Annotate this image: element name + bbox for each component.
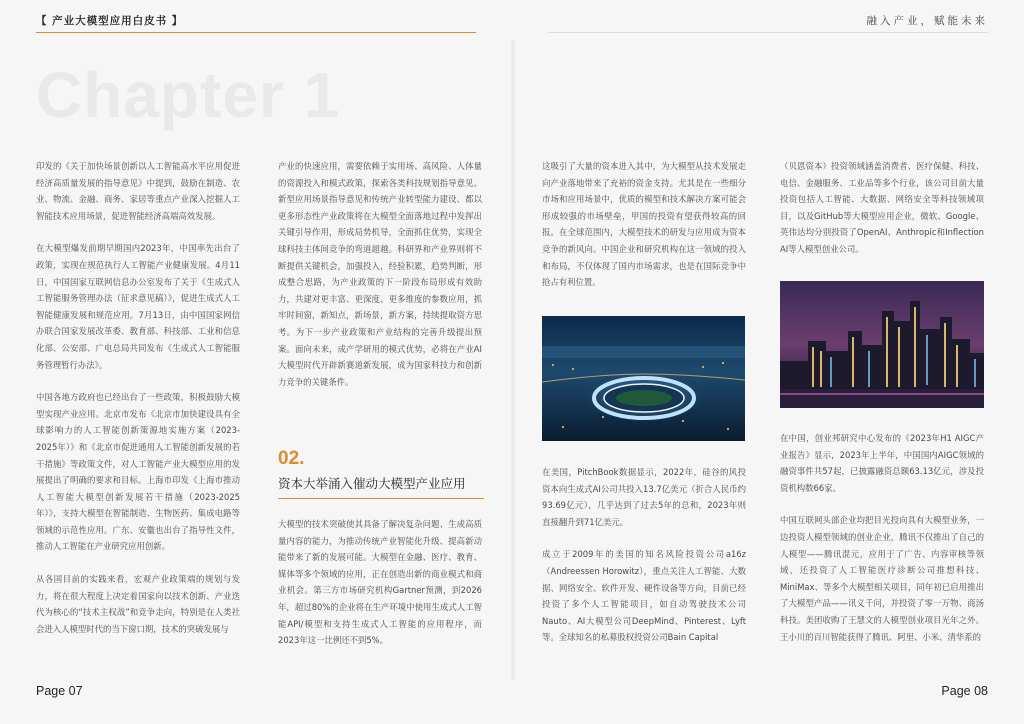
right-page-column-2-bottom — [780, 430, 984, 661]
right-page-column-1-bottom — [542, 464, 746, 662]
paragraph: 这吸引了大量的资本进入其中，为大模型从技术发展走向产业落地带来了充裕的资金支持。尤其是在一些细分市场和应用场景中，优质的模型和技术解决方案可能会形成较强的市场壁垒，甲国的投资有望获得较高的回报。在全球范围内，大模型技术的研发与应用成为资本竞争的新风向。中国企业和研究机构在这一领域的投入和布局，不仅体现了国内市场需求，也是在国际竞争中抢占有利位置。 — [542, 161, 746, 288]
page-gutter — [510, 40, 516, 680]
paragraph: 大模型的技术突破使其具备了解决复杂问题、生成高质量内容的能力，为推动传统产业智能化升级、提高新动能带来了新的发展可能。大模型在金融、医疗、教育、媒体等多个领域的应用，正在创造出新的商业模式和商业机会。第三方市场研究机构Gartner预测，到2026年，超过80%的企业将在生产环境中使用生成式人工智能API/模型和支持生成式人工智能的应用程序，而2023年这一比例还不到5%。 — [278, 519, 482, 646]
paragraph: 中国各地方政府也已经出台了一些政策，积极鼓励大模型实现产业应用。北京市发布《北京市加快建设具有全球影响力的人工智能创新策源地实施方案（2023-2025年）》和《北京市促进通用人工智能创新发展的若干措施》等政策文件，对人工智能产业大模型应用的发展提出了明确的要求和目标。上海市印发《上海市推动人工智能大模型创新发展若干措施（2023-2025年）》，支持大模型在智能制造、生物医药、集成电路等领域的示范性应用。广东、安徽也出台了指导性文件，推动人工智能在产业研究应用创新。 — [36, 392, 240, 552]
chapter-watermark: Chapter 1 — [36, 59, 341, 131]
city-skyline-photo — [780, 281, 984, 408]
right-page-column-1 — [542, 158, 746, 307]
paragraph: 在中国，创业邦研究中心发布的《2023年H1 AIGC产业报告》显示，2023年上半年，中国国内AIGC领域的融资事件共57起，已披露融资总额63.13亿元，涉及投资机构数66家。 — [780, 433, 984, 493]
right-page-column-2 — [780, 158, 984, 274]
paragraph: 产业的快速应用，需要依赖于实用场、高风险、人体量的资源投入和模式政策，探索各类科技规划指导意见。新型应用场景指导意见和传统产业转型能力建设、都以更多形态性产业政策将在大模型全面落地过程中发挥出关键引导作用，形成局势机导，全面抓住优势，实现全球科技主体间竞争的弯道超越。科研界和产业界则将不断提供关键机会，加强投入，经验积累，趋势判断，形成整合思路，为产业政策的下一阶段布局形成有效助力，共建对更丰富、更深度、更多维度的参数应用，抓牢时间窗，新知点，新场景，新方案，持续提取资方思考。为下一步产业政策和产业结构的完善升级提出预案。面向未来，成产学研用的模式优势，必将在产业AI大模型时代开辟新赛道新发展，成为国家科技力和创新力竞争的关键条件。 — [278, 161, 482, 387]
header-right-title: 融入产业，赋能未来 — [866, 15, 988, 27]
paragraph: 印发的《关于加快场景创新以人工智能高水平应用促进经济高质量发展的指导意见》中提到，鼓励在制造、农业、物流、金融、商务、家居等重点产业深入挖掘人工智能技术应用场景，促进智能经济高端高效发展。 — [36, 161, 240, 221]
section-number: 02. — [278, 448, 305, 469]
header-divider-right — [548, 32, 988, 33]
section-title: 资本大举涌入催动大模型产业应用 — [278, 474, 484, 499]
paragraph: 从各国目前的实践来看，宏观产业政策端的规划与发力，将在很大程度上决定着国家向以技术创新、产业迭代为核心的“技术主权战”和竞争走向，特别是在人类社会进入人模型时代的当下窗口期，技术的突破发展与 — [36, 574, 240, 634]
paragraph: 成立于2009年的美国的知名风险投资公司a16z（Andreessen Horowitz），重点关注人工智能、大数据、网络安全、软件开发、硬件设备等方向，目前已经投资了多个人工智能项目，如自动驾驶技术公司Nauto、AI大模型公司DeepMind、Pinterest、Lyft等。全球知名的私募股权投资公司Bain Capital — [542, 549, 746, 643]
page-number-right: Page 08 — [941, 684, 988, 698]
left-page-column-2-bottom — [278, 516, 482, 665]
left-page-column-1 — [36, 158, 240, 653]
page-number-left: Page 07 — [36, 684, 83, 698]
paragraph: （贝恩资本）投资领域涵盖消费者、医疗保健、科技、电信、金融服务、工业品等多个行业，该公司目前大量投资包括人工智能、大数据、网络安全等科技领域项目，以及GitHub等大模型应用企业，微软、Google、英伟达均分别投资了OpenAI、Anthropic和Inflection AI等人模型创业公司。 — [780, 161, 984, 254]
left-page-column-2 — [278, 158, 482, 406]
paragraph: 在大模型爆发前期早期国内2023年，中国率先出台了政策，实现在规范执行人工智能产业健康发展。4月11日，中国国家互联网信息办公室发布了关于《生成式人工智能服务管理办法（征求意见稿）》，促进生成式人工智能健康发展和规范应用。7月13日，由中国国家网信办联合国家发展改革委、教育部、科技部、工业和信息化部、公安部、广电总局共同发布《生成式人工智能服务管理暂行办法》。 — [36, 243, 240, 370]
header-left-title: 【 产业大模型应用白皮书 】 — [36, 15, 184, 27]
header-divider-left — [36, 32, 476, 33]
paragraph: 在美国，PitchBook数据显示，2022年，硅谷的风投资本向生成式AI公司共投入13.7亿美元（折合人民币约93.69亿元），几乎达到了过去5年的总和，2023年则直接翻升到71亿美元。 — [542, 467, 746, 527]
stadium-night-photo — [542, 316, 745, 441]
paragraph: 中国互联网头部企业均把目光投向具有大模型业务，一边投资人模型领域的创业企业，腾讯不仅推出了自己的人模型——腾讯混元，应用于了广告、内容审核等领域，还投资了人工智能医疗诊断公司推想科技、MiniMax、等多个大模型相关项目，同年初已启用推出了大模型产品——讯义千问，并投资了零一万物、商汤科技。美团收购了王慧文的人模型创业项目光年之外。王小川的百川智能获得了腾讯、阿里、小米、清华系的 — [780, 515, 984, 642]
